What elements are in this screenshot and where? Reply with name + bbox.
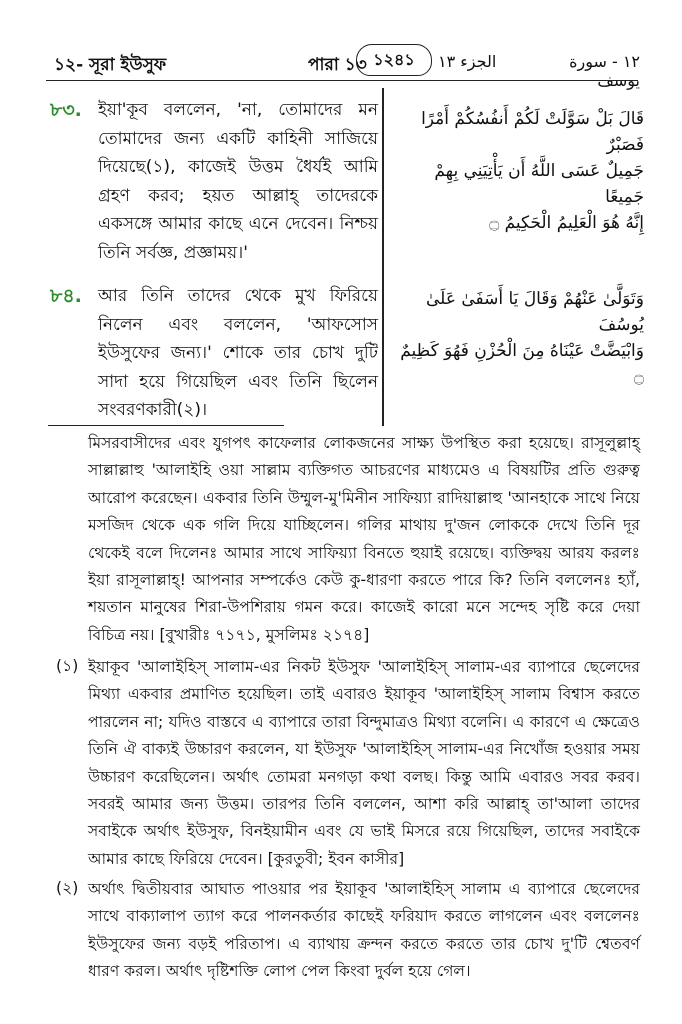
verse-number: ৮৩. [50,99,82,121]
header-divider [46,80,638,81]
arabic-line: جَمِيلٌ عَسَى اللَّهُ أَن يَأْتِيَنِي بِهِمْ جَمِيعًا [434,161,644,207]
footnote-marker: (১) [56,657,79,675]
arabic-line: وَابْيَضَّتْ عَيْنَاهُ مِنَ الْحُزْنِ فَهُوَ كَظِيمٌ ۝ [400,341,644,387]
page-number: ১২৪১ [356,44,432,76]
verse-83-arabic [396,106,644,236]
arabic-line: إِنَّهُ هُوَ الْعَلِيمُ الْحَكِيمُ ۝ [489,213,644,233]
juz-label-ar: الجزء ١٣ [438,52,497,71]
para-label: পারা ১৩ [308,55,367,75]
footnote-rule [48,425,284,426]
surah-title-ar: ١٢ - سورة يوسف [569,52,640,90]
verse-84-arabic [396,286,644,390]
footnote-continuation: মিসরবাসীদের এবং যুগপৎ কাফেলার লোকজনের সাক্ষ্য উপস্থিত করা হয়েছে। রাসূলুল্লাহ্‌ সাল্লাল্লাহু 'আলাইহি ওয়া সাল্লাম ব্যক্তিগত আচরণের মাধ্যমেও এ বিষয়টির প্রতি গুরুত্ব আরোপ করেছেন। একবার তিনি উম্মুল-মু'মিনীন সাফিয়্যা রাদিয়াল্লাহু 'আনহাকে সাথে নিয়ে মসজিদ থেকে এক গলি দিয়ে যাচ্ছিলেন। গলির মাথায় দু'জন লোককে দেখে তিনি দূর থেকেই বলে দিলেনঃ আমার সাথে সাফিয়্যা বিনতে হুয়াই রয়েছে। ব্যক্তিদ্বয় আরয করলঃ ইয়া রাসূলাল্লাহ্‌! আপনার সম্পর্কেও কেউ কু-ধারণা করতে পারে কি? তিনি বললেনঃ হ্যাঁ, শয়তান মানুষের শিরা-উপশিরায় গমন করে। কাজেই কারো মনে সন্দেহ সৃষ্টি করে দেয়া বিচিত্র নয়। [বুখারীঃ ৭১৭১, মুসলিমঃ ২১৭৪] [88,434,640,644]
page-header [40,46,640,90]
arabic-line: قَالَ بَلْ سَوَّلَتْ لَكُمْ أَنفُسُكُمْ أَمْرًا فَصَبْرٌ [421,109,644,155]
footnote-2: অর্থাৎ দ্বিতীয়বার আঘাত পাওয়ার পর ইয়াকূব 'আলাইহিস্‌ সালাম এ ব্যাপারে ছেলেদের সাথে বাক্যালাপ ত্যাগ করে পালনকর্তার কাছেই ফরিয়াদ করতে লাগলেন এবং বললেনঃ ইউসুফের জন্য বড়ই পরিতাপ। এ ব্যাথায় ক্রন্দন করতে করতে তার চোখ দু'টি শ্বেতবর্ণ ধারণ করল। অর্থাৎ দৃষ্টিশক্তি লোপ পেল কিংবা দুর্বল হয়ে গেল। [88,880,640,981]
surah-title-bn: ১২- সূরা ইউসুফ [54,55,167,75]
verse-number: ৮৪. [50,285,82,307]
verse-translation: ইয়া'কূব বললেন, 'না, তোমাদের মন তোমাদের জন্য একটি কাহিনী সাজিয়ে দিয়েছে(১), কাজেই উত্তম ধৈর্যই আমি গ্রহণ করব; হয়ত আল্লাহ্‌ তাদেরকে একসঙ্গে আমার কাছে এনে দেবেন। নিশ্চয় তিনি সর্বজ্ঞ, প্রজ্ঞাময়।' [98,100,378,263]
verse-translation: আর তিনি তাদের থেকে মুখ ফিরিয়ে নিলেন এবং বললেন, 'আফসোস ইউসুফের জন্য।' শোকে তার চোখ দুটি সাদা হয়ে গিয়েছিল এবং তিনি ছিলেন সংবরণকারী(২)। [98,286,378,420]
arabic-line: وَتَوَلَّىٰ عَنْهُمْ وَقَالَ يَا أَسَفَىٰ عَلَىٰ يُوسُفَ [426,289,644,335]
column-divider [382,88,384,426]
footnote-1: ইয়াকূব 'আলাইহিস্‌ সালাম-এর নিকট ইউসুফ 'আলাইহিস্‌ সালাম-এর ব্যাপারে ছেলেদের মিথ্যা একবার প্রমাণিত হয়েছিল। তাই এবারও ইয়াকূব 'আলাইহিস্‌ সালাম বিশ্বাস করতে পারলেন না; যদিও বাস্তবে এ ব্যাপারে তারা বিন্দুমাত্রও মিথ্যা বলেনি। এ কারণে এ ক্ষেত্রেও তিনি ঐ বাক্যই উচ্চারণ করলেন, যা ইউসুফ 'আলাইহিস্‌ সালাম-এর নিখোঁজ হওয়ার সময় উচ্চারণ করেছিলেন। অর্থাৎ তোমরা মনগড়া কথা বলছ। কিন্তু আমি এবারও সবর করব। সবরই আমার জন্য উত্তম। তারপর তিনি বললেন, আশা করি আল্লাহ্‌ তা'আলা তাদের সবাইকে অর্থাৎ ইউসুফ, বিনইয়ামীন এবং যে ভাই মিসরে রয়ে গিয়েছিল, তাদের সবাইকে আমার কাছে ফিরিয়ে দেবেন। [কুরতুবী; ইবন কাসীর] [88,658,641,868]
footnote-marker: (২) [56,879,79,897]
